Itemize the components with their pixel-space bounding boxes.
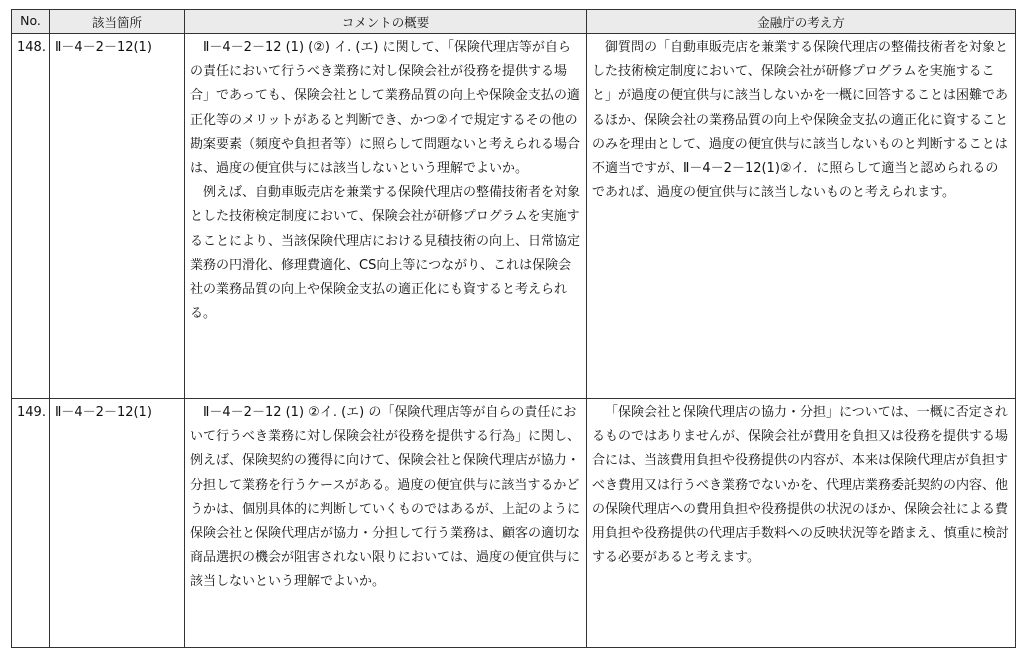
header-comment: コメントの概要 bbox=[185, 10, 587, 34]
row-comment bbox=[185, 34, 587, 399]
comment-paragraph-1: Ⅱ－4－2－12 (1) (②) イ. (エ) に関して、「保険代理店等が自らの責任において行うべき業務に対し保険会社が役務を提供する場合」であっても、保険会社として業務品質の向上や保険金支払の適正化等のメリットがあると判断でき、かつ②イで規定するその他の勘案要素（頻度や負担者等）に照らして問題ないと考えられる場合は、過度の便宜供与には該当しないという理解でよいか。 bbox=[190, 40, 581, 177]
comment-paragraph-2: 例えば、自動車販売店を兼業する保険代理店の整備技術者を対象とした技術検定制度において、保険会社が研修プログラムを実施することにより、当該保険代理店における見積技術の向上、日常協定業務の円滑化、修理費適化、CS向上等につながり、これは保険会社の業務品質の向上や保険金支払の適正化にも資すると考えられる。 bbox=[190, 185, 581, 322]
header-no: No. bbox=[12, 10, 50, 34]
table-header-row bbox=[12, 10, 1016, 34]
header-reference: 該当箇所 bbox=[50, 10, 185, 34]
row-number: 149. bbox=[12, 399, 50, 648]
row-number: 148. bbox=[12, 34, 50, 399]
header-answer: 金融庁の考え方 bbox=[587, 10, 1016, 34]
row-answer bbox=[587, 399, 1016, 648]
row-reference: Ⅱ－4－2－12(1) bbox=[50, 399, 185, 648]
row-answer bbox=[587, 34, 1016, 399]
comment-response-table bbox=[11, 9, 1016, 648]
table-row bbox=[12, 399, 1016, 648]
row-reference: Ⅱ－4－2－12(1) bbox=[50, 34, 185, 399]
answer-paragraph: 「保険会社と保険代理店の協力・分担」については、一概に否定されるものではありませんが、保険会社が費用を負担又は役務を提供する場合には、当該費用負担や役務提供の内容が、本来は保険代理店が負担すべき費用又は行うべき業務でないかを、代理店業務委託契約の内容、他の保険代理店への費用負担や役務提供の状況のほか、保険会社による費用負担や役務提供の代理店手数料への反映状況等を踏まえ、慎重に検討する必要があると考えます。 bbox=[592, 405, 1009, 566]
document-page bbox=[11, 9, 1015, 648]
table-row bbox=[12, 34, 1016, 399]
answer-paragraph: 御質問の「自動車販売店を兼業する保険代理店の整備技術者を対象とした技術検定制度において、保険会社が研修プログラムを実施すること」が過度の便宜供与に該当しないかを一概に回答することは困難であるほか、保険会社の業務品質の向上や保険金支払の適正化に資することのみを理由として、過度の便宜供与に該当しないものと判断することは不適当ですが、Ⅱ－4－2－12(1)②イ．に照らして適当と認められるのであれば、過度の便宜供与に該当しないものと考えられます。 bbox=[592, 40, 1009, 201]
row-comment bbox=[185, 399, 587, 648]
comment-paragraph-1: Ⅱ－4－2－12 (1) ②イ. (エ) の「保険代理店等が自らの責任において行うべき業務に対し保険会社が役務を提供する行為」に関し、例えば、保険契約の獲得に向けて、保険会社と保険代理店が協力・分担して業務を行うケースがある。過度の便宜供与に該当するかどうかは、個別具体的に判断していくものではあるが、上記のように保険会社と保険代理店が協力・分担して行う業務は、顧客の適切な商品選択の機会が阻害されない限りにおいては、過度の便宜供与に該当しないという理解でよいか。 bbox=[190, 405, 581, 590]
